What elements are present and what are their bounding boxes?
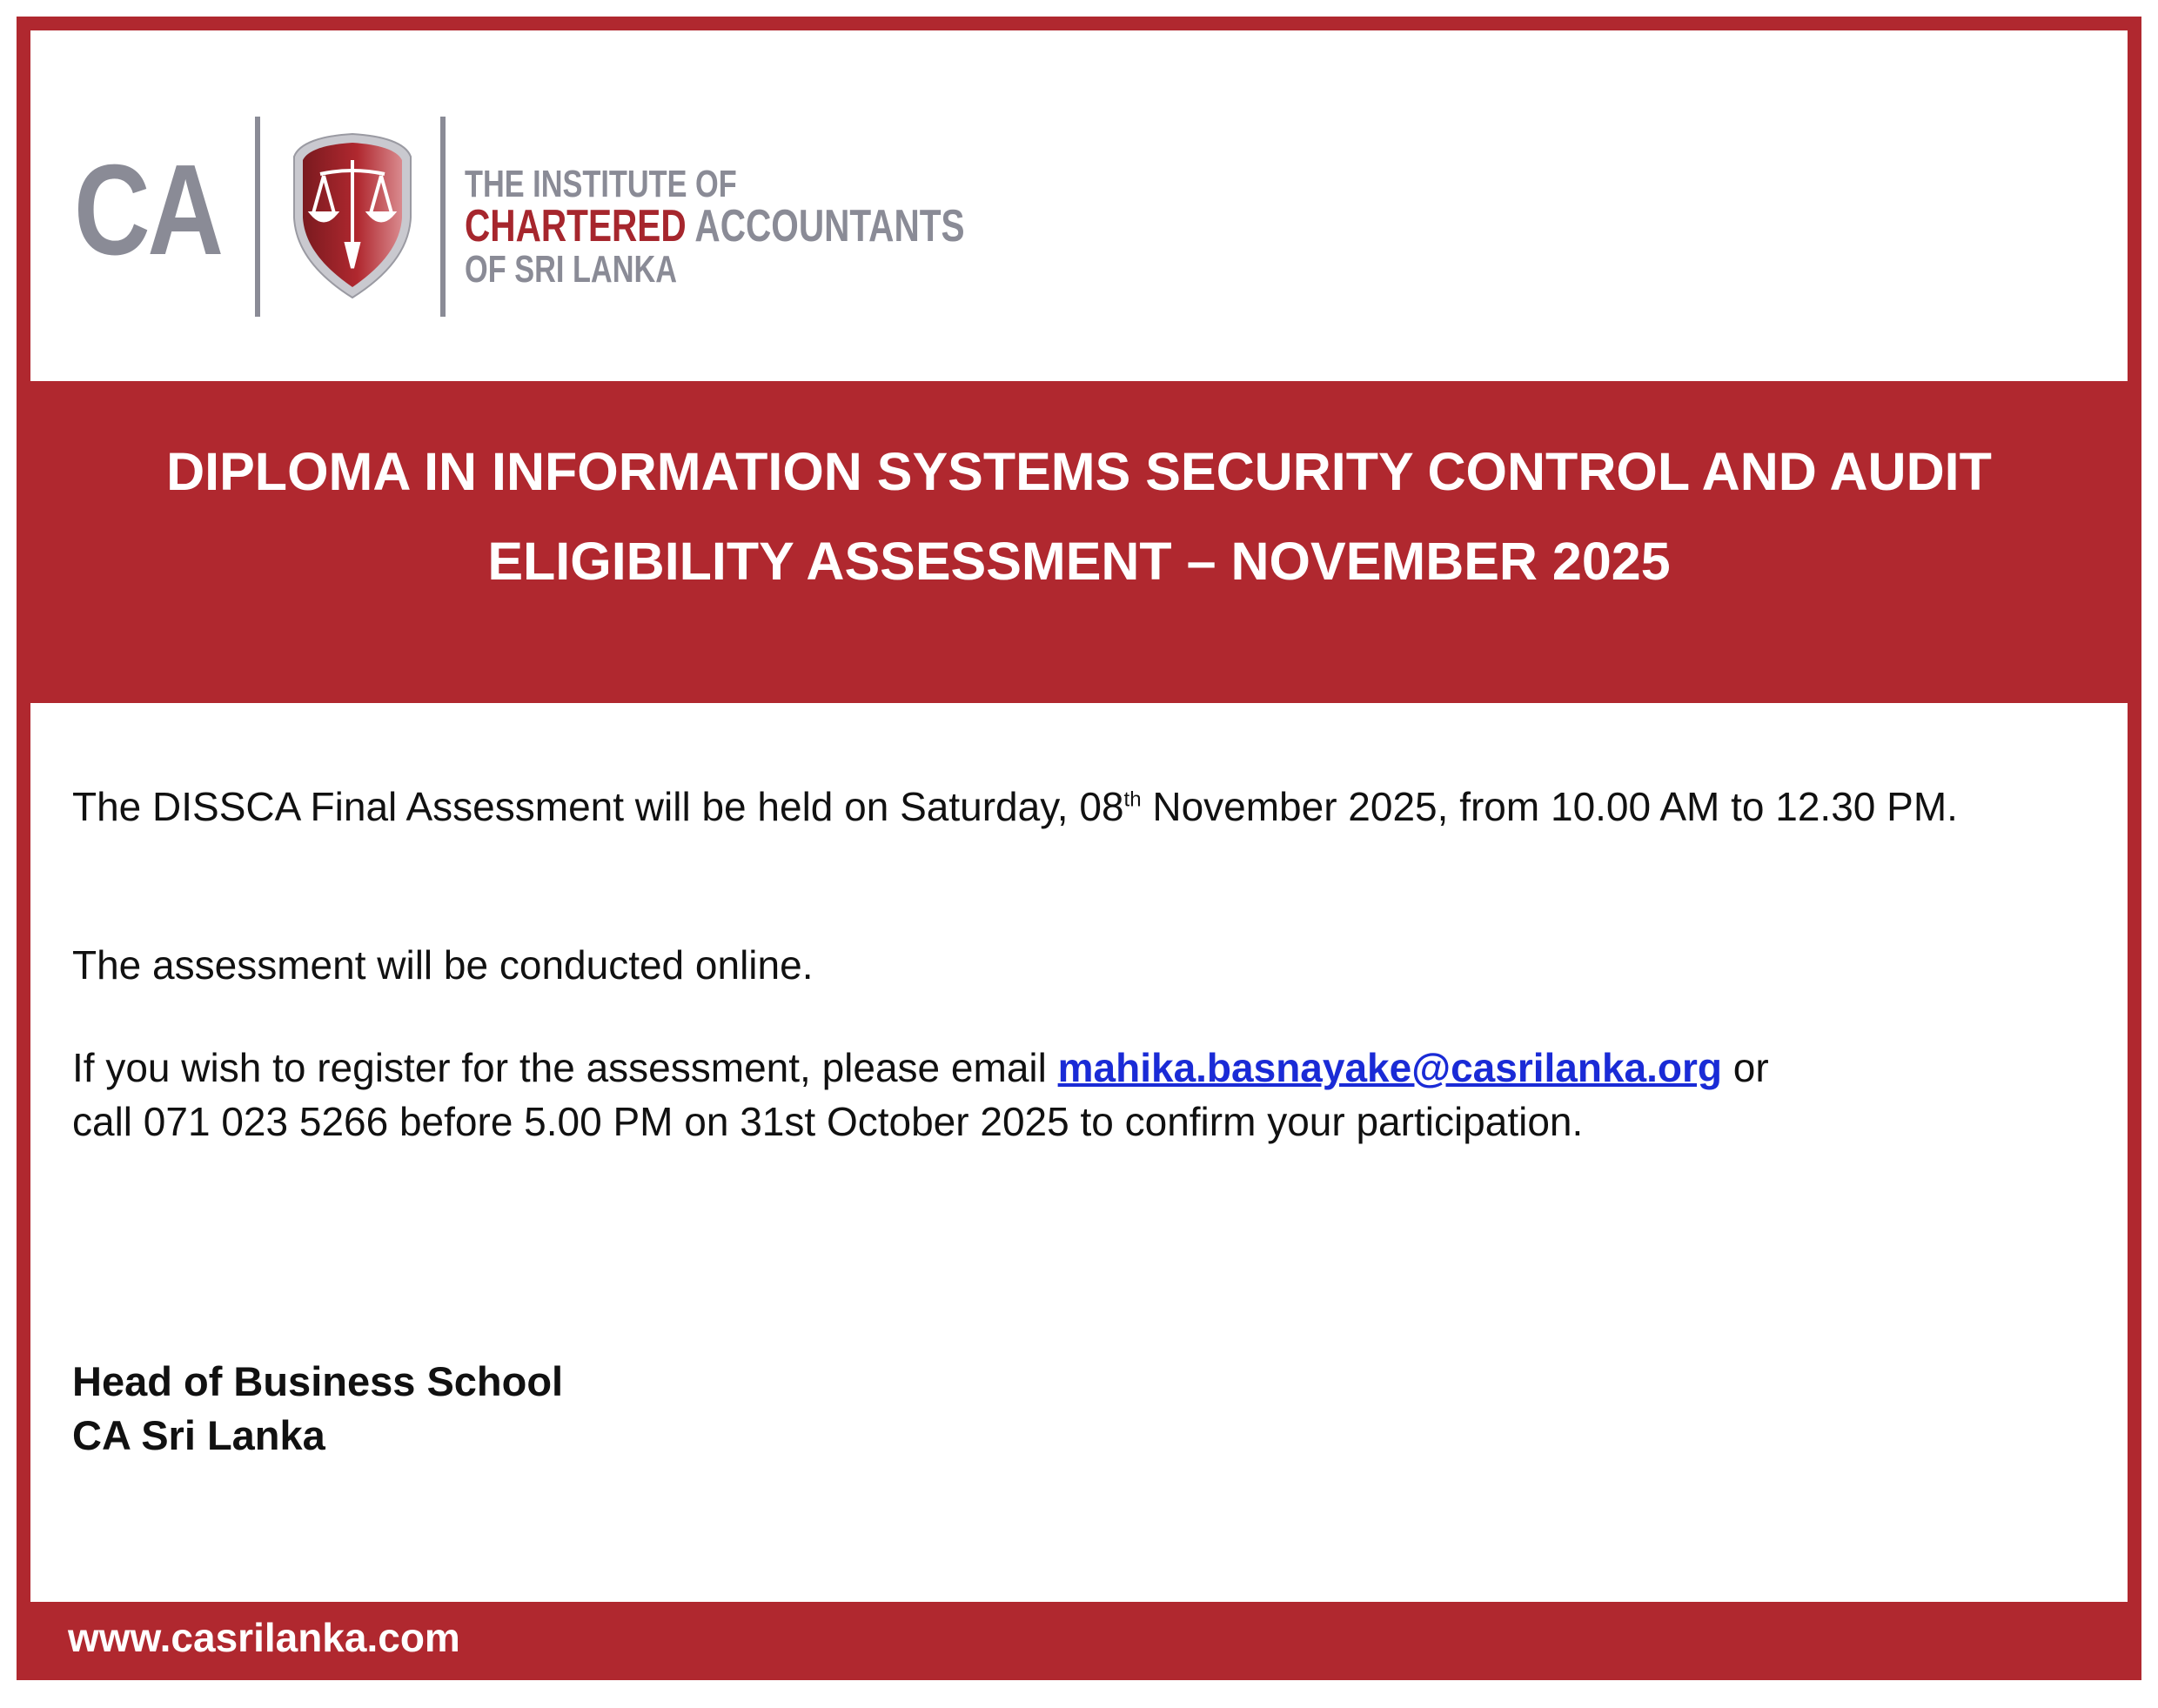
p3-line2: call 071 023 5266 before 5.00 PM on 31st October 2025 to confirm your participation. [72,1099,1584,1144]
logo-divider [255,117,260,317]
org-name-line3: OF SRI LANKA [465,248,678,291]
page-title-line1: DIPLOMA IN INFORMATION SYSTEMS SECURITY CONTROL AND AUDIT [166,442,1992,501]
page-title-line2: ELIGIBILITY ASSESSMENT – NOVEMBER 2025 [487,532,1671,591]
org-name-line2 [465,201,965,251]
p1-text-rest: November 2025, from 10.00 AM to 12.30 PM. [1141,784,1958,829]
p3-text: If you wish to register for the assessment, please email [72,1045,1058,1090]
ordinal-suffix: th [1123,787,1142,812]
org-name-highlight: CHARTERED [465,201,687,251]
signature-title: Head of Business School [72,1358,564,1404]
assessment-date-paragraph [72,780,2074,834]
logo-ca-mark: CA [74,138,221,282]
scales-of-justice-shield-icon [287,131,418,300]
org-name-line1: THE INSTITUTE OF [465,163,737,205]
registration-paragraph [72,1041,2074,1149]
signature-org: CA Sri Lanka [72,1412,325,1458]
email-link[interactable]: mahika.basnayake@casrilanka.org [1057,1045,1723,1090]
org-name [465,165,965,289]
content-area [30,703,2128,1602]
p1-text: The DISSCA Final Assessment will be held on Saturday, 08 [72,784,1124,829]
online-note-paragraph: The assessment will be conducted online. [72,942,814,988]
org-name-line2-rest: ACCOUNTANTS [686,201,965,251]
logo-divider [440,117,446,317]
website-link[interactable]: www.casrilanka.com [68,1615,460,1660]
signature [72,1355,563,1463]
p3-text-or: or [1722,1045,1769,1090]
